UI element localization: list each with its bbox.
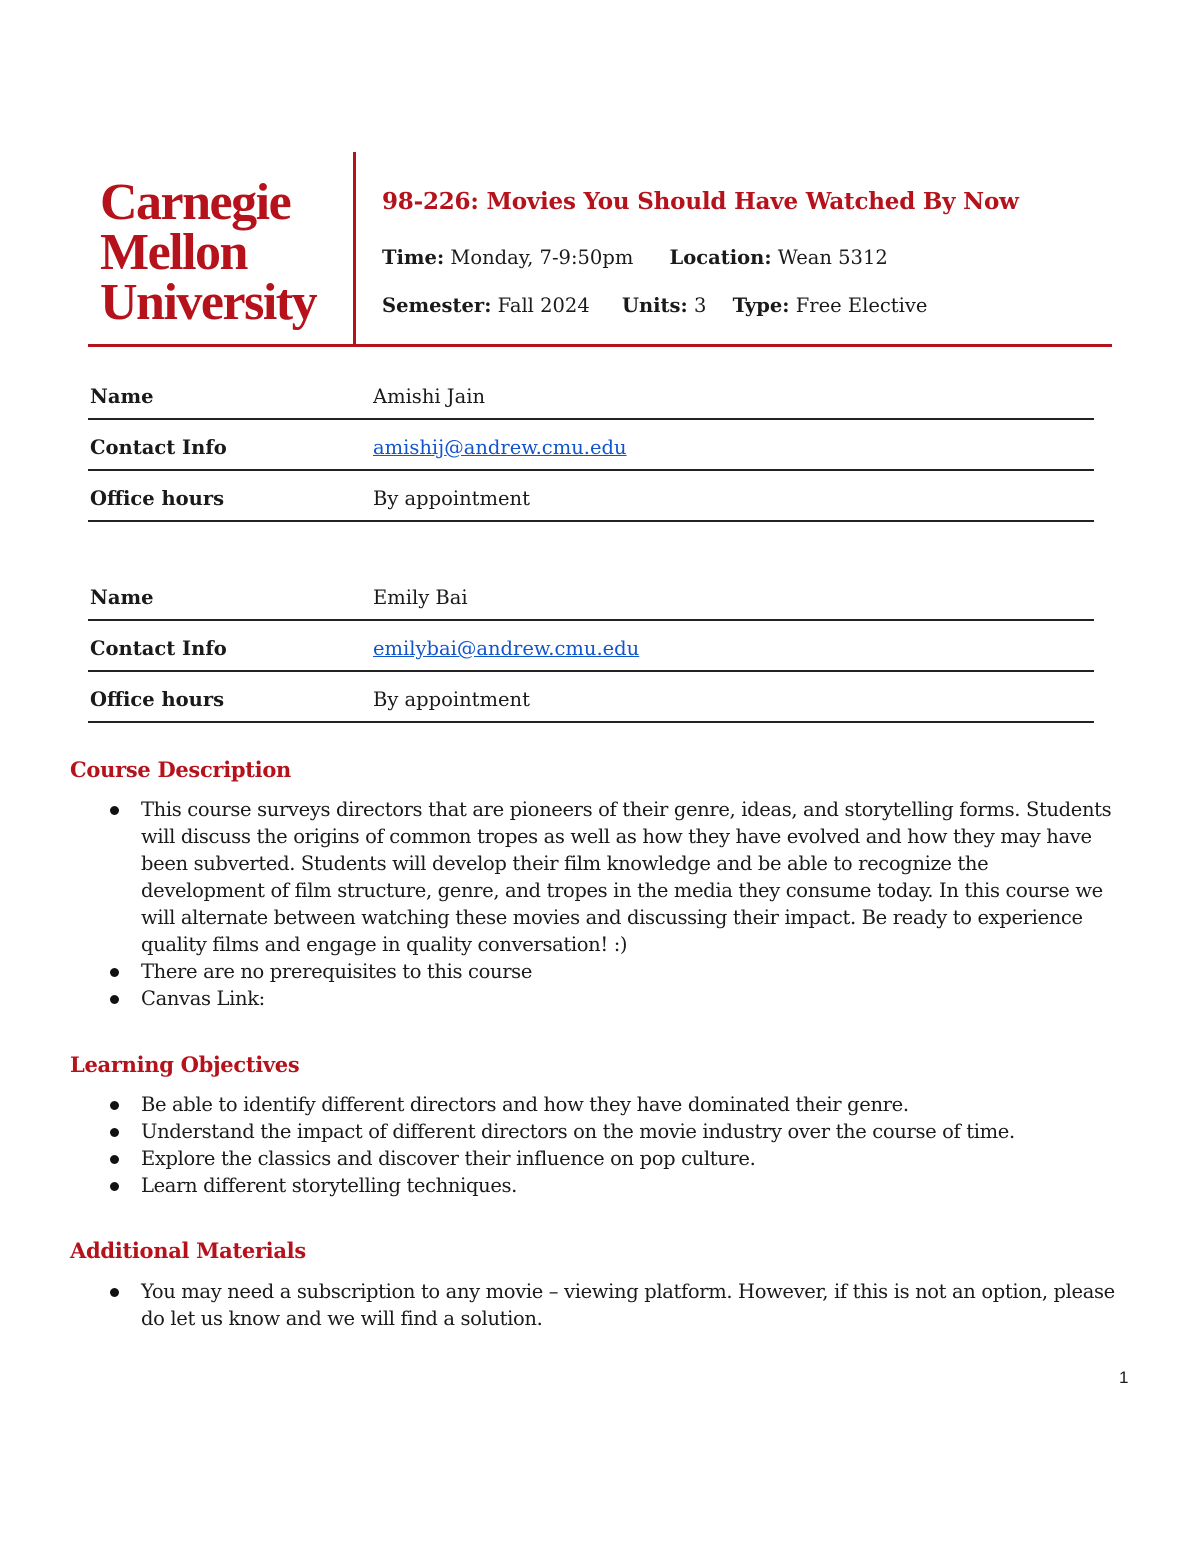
table-row xyxy=(88,672,1094,723)
additional-materials-heading: Additional Materials xyxy=(70,1238,306,1263)
location-label: Location: xyxy=(669,246,772,269)
type-value: Free Elective xyxy=(795,294,928,317)
instructor-email-link[interactable]: amishij@andrew.cmu.edu xyxy=(373,436,627,459)
time-value: Monday, 7-9:50pm xyxy=(450,246,634,269)
instructor-table-1 xyxy=(88,370,1094,522)
list-item: Canvas Link: xyxy=(106,985,1116,1012)
learning-objectives-heading: Learning Objectives xyxy=(70,1052,300,1077)
units-value: 3 xyxy=(693,294,707,317)
header-horizontal-divider xyxy=(88,344,1112,347)
cmu-logo xyxy=(100,174,317,331)
name-label: Name xyxy=(90,586,154,609)
list-item: Be able to identify different directors and how they have dominated their genre. xyxy=(106,1091,1116,1118)
office-hours-label: Office hours xyxy=(90,487,225,510)
header-vertical-divider xyxy=(353,152,356,345)
table-row xyxy=(88,621,1094,672)
office-hours-value: By appointment xyxy=(373,487,530,510)
semester-label: Semester: xyxy=(382,294,492,317)
office-hours-value: By appointment xyxy=(373,688,530,711)
table-row xyxy=(88,471,1094,522)
units-label: Units: xyxy=(621,294,688,317)
instructor-name: Amishi Jain xyxy=(373,385,486,408)
table-row xyxy=(88,571,1094,621)
table-row xyxy=(88,370,1094,420)
course-description-heading: Course Description xyxy=(70,757,292,782)
table-row xyxy=(88,420,1094,471)
list-item: Learn different storytelling techniques. xyxy=(106,1172,1116,1199)
list-item: There are no prerequisites to this course xyxy=(106,958,1116,985)
location-value: Wean 5312 xyxy=(777,246,888,269)
name-label: Name xyxy=(90,385,154,408)
logo-line-3: University xyxy=(100,274,317,331)
office-hours-label: Office hours xyxy=(90,688,225,711)
contact-label: Contact Info xyxy=(90,436,227,459)
list-item: This course surveys directors that are pioneers of their genre, ideas, and storytelling forms. Students will discuss the origins of common tropes as well as how they have evolved and how they may have been subverted. Students will develop their film knowledge and be able to recognize the development of film structure, genre, and tropes in the media they consume today. In this course we will alternate between watching these movies and discussing their impact. Be ready to experience quality films and engage in quality conversation! :) xyxy=(106,796,1116,958)
list-item: You may need a subscription to any movie – viewing platform. However, if this is not an option, please do let us know and we will find a solution. xyxy=(106,1278,1116,1332)
course-description-list xyxy=(106,796,1116,1012)
type-label: Type: xyxy=(732,294,790,317)
meta-line-time-location xyxy=(382,246,888,269)
instructor-table-2 xyxy=(88,571,1094,723)
meta-line-semester xyxy=(382,294,927,317)
course-title: 98-226: Movies You Should Have Watched By Now xyxy=(382,188,1019,215)
list-item: Understand the impact of different directors on the movie industry over the course of time. xyxy=(106,1118,1116,1145)
list-item: Explore the classics and discover their influence on pop culture. xyxy=(106,1145,1116,1172)
semester-value: Fall 2024 xyxy=(497,294,590,317)
contact-label: Contact Info xyxy=(90,637,227,660)
additional-materials-list xyxy=(106,1278,1116,1332)
logo-line-1: Carnegie xyxy=(100,174,291,231)
time-label: Time: xyxy=(382,246,445,269)
page-number: 1 xyxy=(1119,1368,1129,1387)
learning-objectives-list xyxy=(106,1091,1116,1199)
instructor-name: Emily Bai xyxy=(373,586,468,609)
logo-line-2: Mellon xyxy=(100,224,247,281)
instructor-email-link[interactable]: emilybai@andrew.cmu.edu xyxy=(373,637,640,660)
